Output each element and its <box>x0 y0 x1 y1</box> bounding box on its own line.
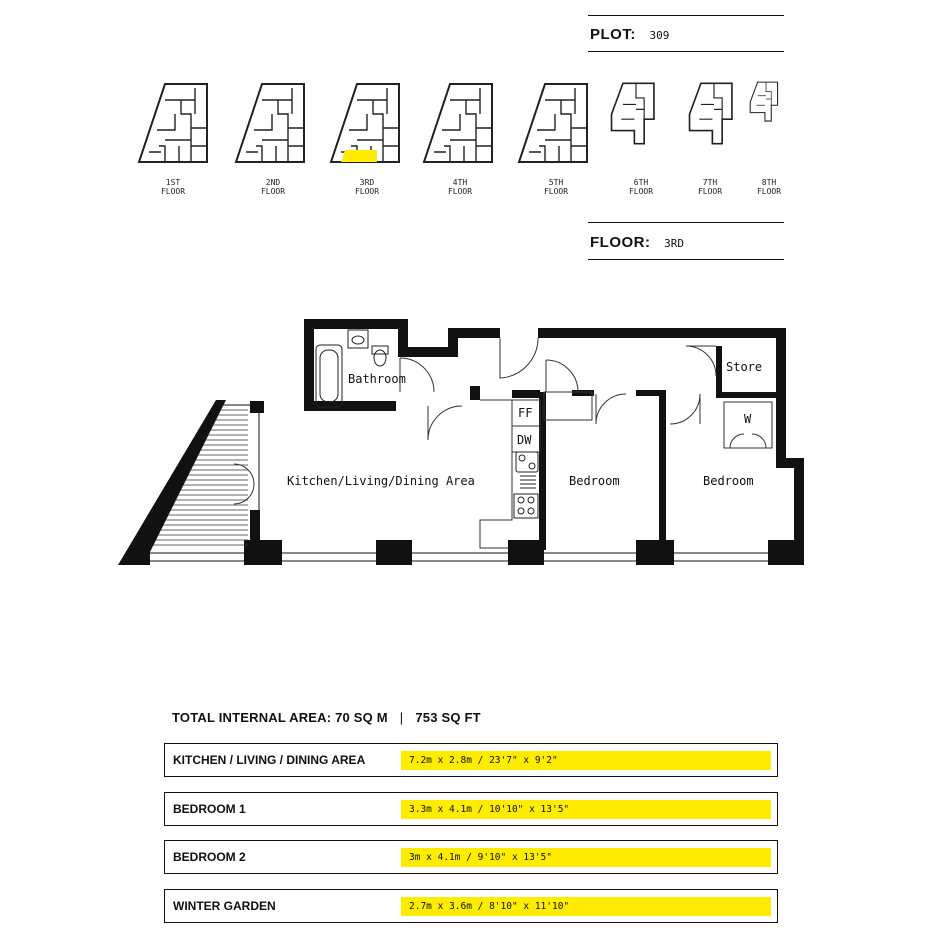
floor-ordinal: 3RD <box>359 178 375 187</box>
bathroom-fixtures <box>316 330 388 407</box>
floor-word: FLOOR <box>354 187 380 196</box>
floor-word: FLOOR <box>543 187 569 196</box>
floor-ordinal: 7TH <box>702 178 718 187</box>
fridge-freezer-label: FF <box>518 406 533 420</box>
dimension-name: BEDROOM 1 <box>173 802 246 816</box>
total-area-metric: TOTAL INTERNAL AREA: 70 SQ M <box>172 710 388 725</box>
floor-ordinal: 6TH <box>633 178 649 187</box>
total-internal-area <box>172 710 481 725</box>
kitchen-living-dining-label: Kitchen/Living/Dining Area <box>287 474 475 488</box>
bedroom-2-label: Bedroom <box>703 474 754 488</box>
floor-ordinal: 4TH <box>452 178 468 187</box>
door-swings <box>234 338 772 548</box>
wardrobe-label: W <box>744 412 752 426</box>
floor-word: FLOOR <box>260 187 286 196</box>
floor-ordinal: 5TH <box>548 178 564 187</box>
floor-ordinal: 1ST <box>165 178 181 187</box>
floor-word: FLOOR <box>160 187 186 196</box>
bedroom-1-label: Bedroom <box>569 474 620 488</box>
floor-value: 3RD <box>664 237 685 250</box>
floor-word: FLOOR <box>628 187 654 196</box>
dishwasher-label: DW <box>517 433 532 447</box>
dimension-name: WINTER GARDEN <box>173 899 276 913</box>
total-area-separator: | <box>399 710 404 725</box>
dimension-value: 3m x 4.1m / 9'10" x 13'5" <box>401 848 771 867</box>
dimension-value: 3.3m x 4.1m / 10'10" x 13'5" <box>401 800 771 819</box>
floor-header: FLOOR: 3RD <box>590 234 685 251</box>
plot-header: PLOT: 309 <box>590 26 670 43</box>
plot-label: PLOT <box>590 26 631 43</box>
floor-ordinal: 8TH <box>761 178 777 187</box>
dimension-value: 7.2m x 2.8m / 23'7" x 9'2" <box>401 751 771 770</box>
dimension-row-bedroom-2 <box>164 840 778 874</box>
dimension-row-bedroom-1 <box>164 792 778 826</box>
floor-word: FLOOR <box>697 187 723 196</box>
dimension-row-kitchen <box>164 743 778 777</box>
dimension-name: KITCHEN / LIVING / DINING AREA <box>173 753 366 767</box>
floor-label: FLOOR <box>590 234 645 251</box>
plot-value: 309 <box>649 29 670 42</box>
floor-ordinal: 2ND <box>265 178 281 187</box>
bathroom-label: Bathroom <box>348 372 406 386</box>
store-label: Store <box>726 360 763 374</box>
walls <box>118 319 804 565</box>
total-area-imperial: 753 SQ FT <box>415 710 481 725</box>
floor-word: FLOOR <box>756 187 782 196</box>
dimension-name: BEDROOM 2 <box>173 850 246 864</box>
dimension-value: 2.7m x 3.6m / 8'10" x 11'10" <box>401 897 771 916</box>
kitchen-fixtures <box>514 452 538 518</box>
dimension-row-winter-garden <box>164 889 778 923</box>
floor-word: FLOOR <box>447 187 473 196</box>
